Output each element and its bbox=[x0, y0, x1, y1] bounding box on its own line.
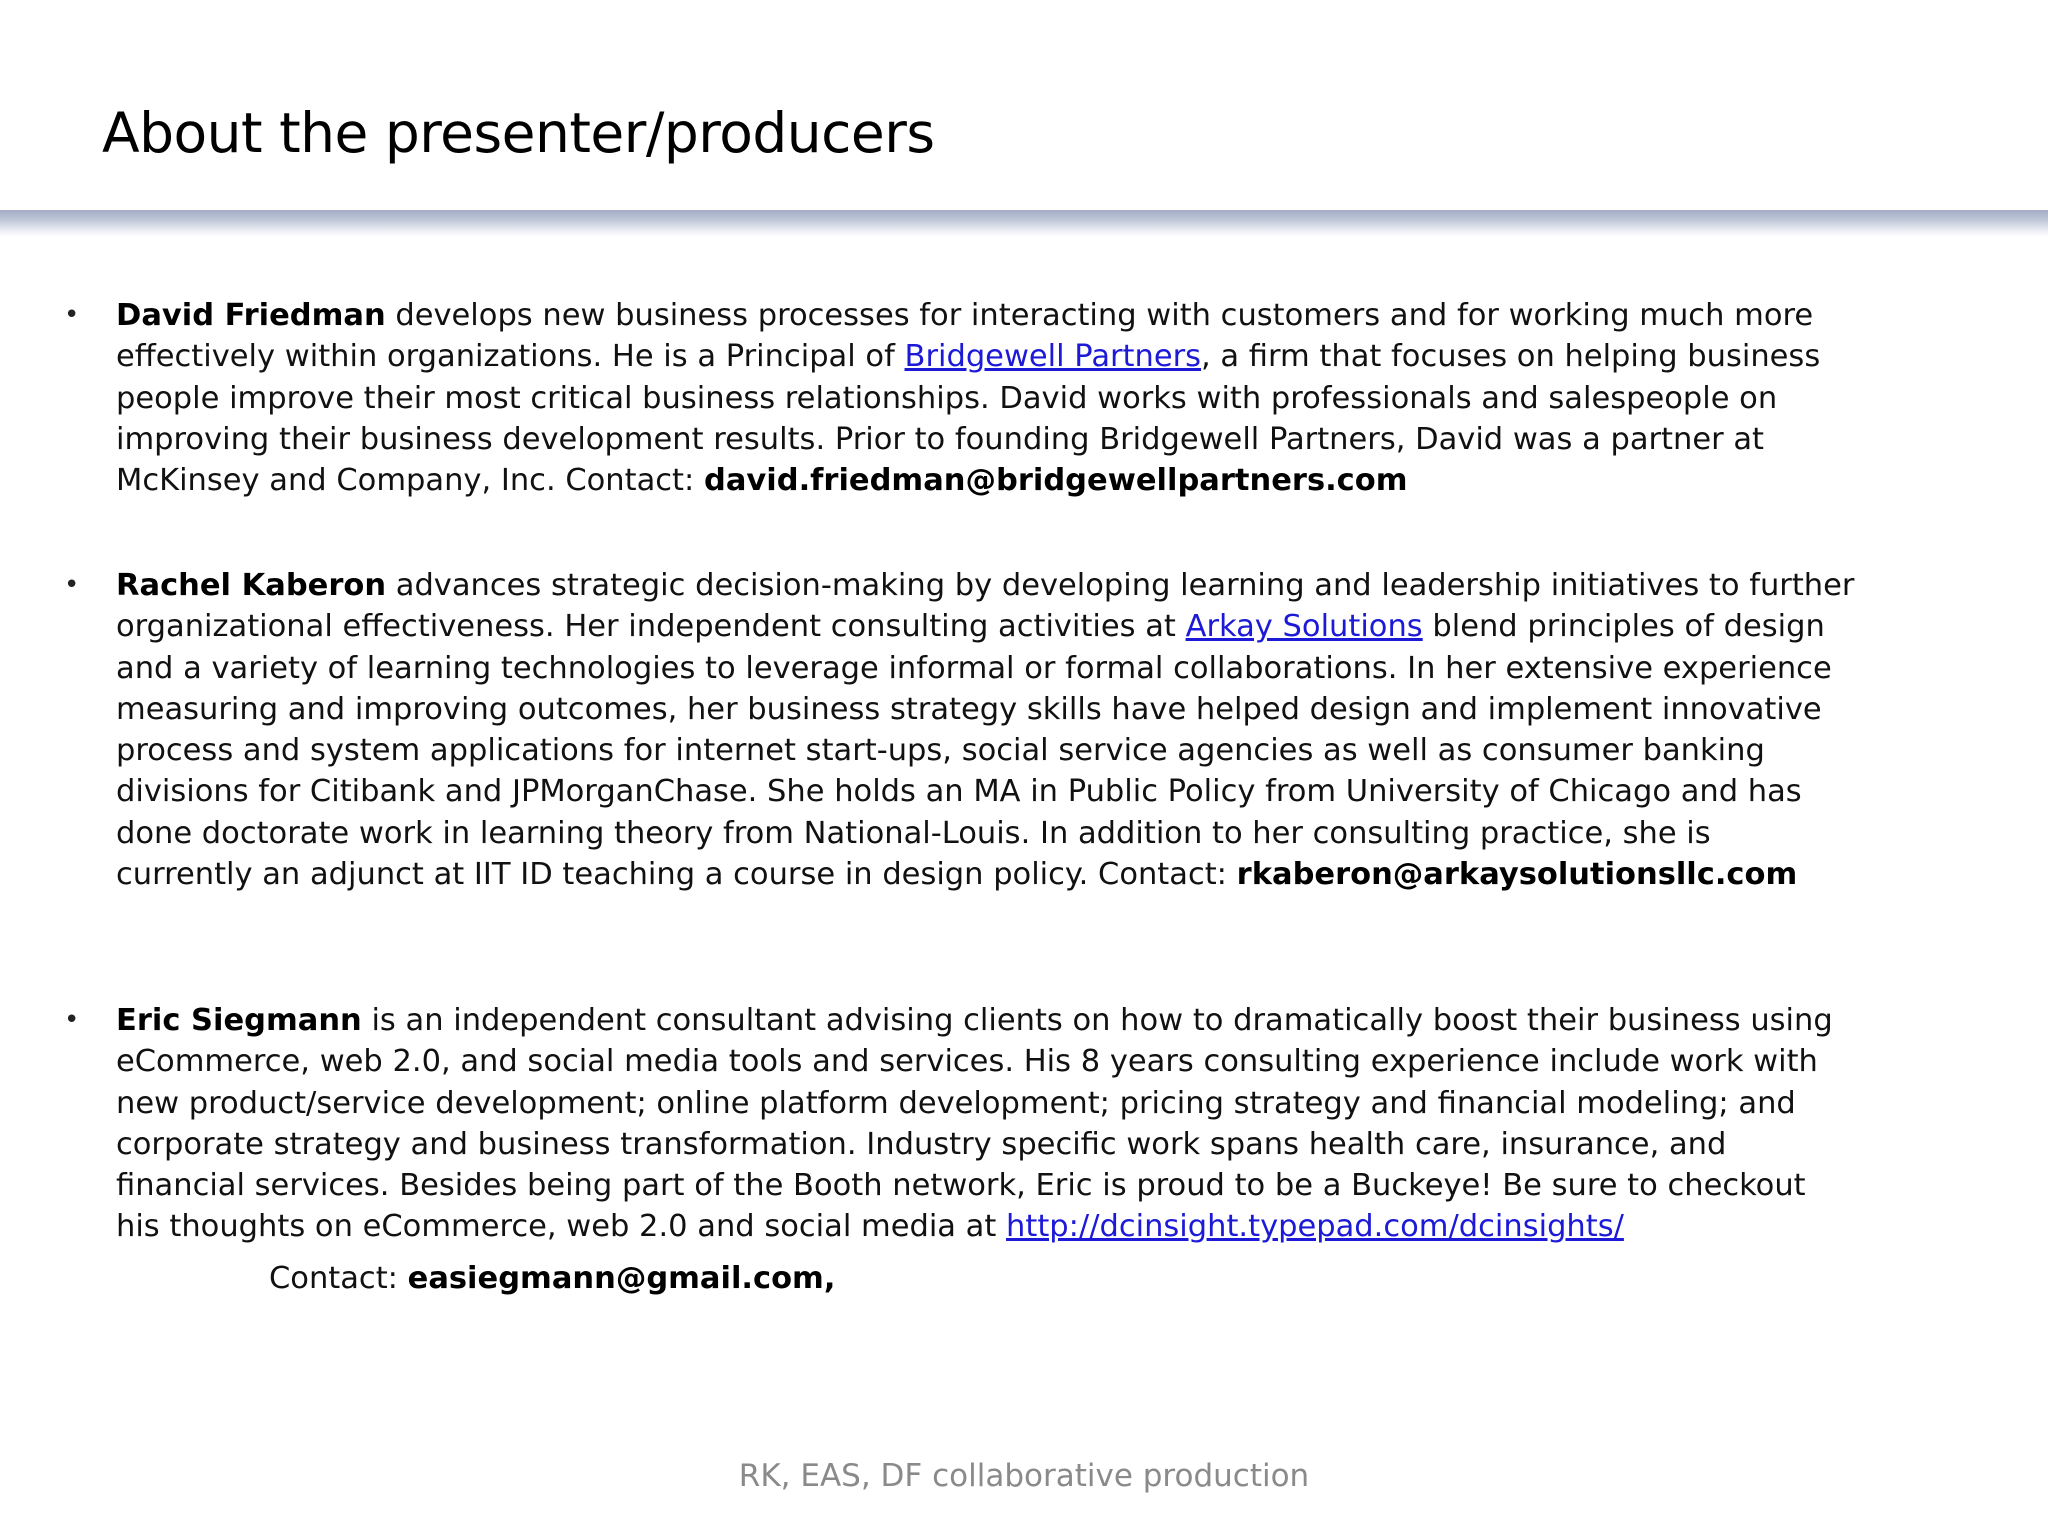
bullet-icon: • bbox=[64, 300, 80, 330]
bio-text-run: eCommerce, web 2.0, and social media tools and services. His 8 years consulting experience include work with bbox=[116, 1044, 1818, 1080]
contact-email: rkaberon@arkaysolutionsllc.com bbox=[1236, 857, 1798, 893]
bullet-icon: • bbox=[64, 1005, 80, 1035]
bio-text-run: his thoughts on eCommerce, web 2.0 and social media at bbox=[116, 1209, 1007, 1245]
bio-line bbox=[116, 1041, 1916, 1082]
bio-line bbox=[116, 648, 1916, 689]
bio-line bbox=[116, 565, 1916, 606]
bio-eric-siegmann bbox=[64, 1000, 1916, 1299]
bio-text-run: advances strategic decision-making by developing learning and leadership initiatives to further bbox=[386, 568, 1855, 603]
slide-title: About the presenter/producers bbox=[102, 101, 935, 165]
contact-line bbox=[116, 1258, 1916, 1299]
bio-text-run: blend principles of design bbox=[1422, 609, 1825, 645]
bio-text-run: measuring and improving outcomes, her business strategy skills have helped design and implement innovative bbox=[116, 691, 1822, 727]
bio-line bbox=[116, 606, 1916, 647]
bio-david-friedman bbox=[64, 295, 1916, 501]
bullet-icon: • bbox=[64, 570, 80, 600]
bio-line bbox=[116, 813, 1916, 854]
person-name: Eric Siegmann bbox=[116, 1003, 362, 1038]
bio-text-run: divisions for Citibank and JPMorganChase. She holds an MA in Public Policy from University of Chicago and has bbox=[116, 774, 1802, 810]
bio-line bbox=[116, 689, 1916, 730]
bio-text-run: new product/service development; online platform development; pricing strategy and financial modeling; and bbox=[116, 1085, 1796, 1121]
bio-text bbox=[116, 565, 1916, 895]
contact-label: Contact: bbox=[269, 1260, 408, 1296]
bio-text-run: corporate strategy and business transformation. Industry specific work spans health care, insurance, and bbox=[116, 1126, 1727, 1162]
bio-text-run: improving their business development results. Prior to founding Bridgewell Partners, David was a partner at bbox=[116, 421, 1764, 457]
slide-footer: RK, EAS, DF collaborative production bbox=[738, 1458, 1310, 1494]
bio-text-run: effectively within organizations. He is a Principal of bbox=[116, 339, 905, 375]
bio-line bbox=[116, 854, 1916, 895]
bio-text-run: currently an adjunct at IIT ID teaching a course in design policy. Contact: bbox=[116, 857, 1237, 893]
contact-email: easiegmann@gmail.com, bbox=[407, 1260, 836, 1296]
bio-text bbox=[116, 295, 1916, 501]
bio-link[interactable]: Arkay Solutions bbox=[1185, 609, 1423, 645]
person-name: David Friedman bbox=[116, 298, 386, 333]
bio-text-run: is an independent consultant advising clients on how to dramatically boost their business using bbox=[361, 1003, 1833, 1038]
bio-line bbox=[116, 1165, 1916, 1206]
bio-text-run: develops new business processes for interacting with customers and for working much more bbox=[385, 298, 1814, 333]
bio-line bbox=[116, 730, 1916, 771]
person-name: Rachel Kaberon bbox=[116, 568, 387, 603]
bio-line bbox=[116, 336, 1916, 377]
bio-text-run: , a firm that focuses on helping business bbox=[1201, 339, 1821, 375]
bio-text-run: and a variety of learning technologies to leverage informal or formal collaborations. In her extensive experience bbox=[116, 650, 1832, 686]
bio-text bbox=[116, 1000, 1916, 1248]
bio-rachel-kaberon bbox=[64, 565, 1916, 895]
bio-line bbox=[116, 1124, 1916, 1165]
bio-text-run: organizational effectiveness. Her independent consulting activities at bbox=[116, 609, 1186, 645]
bio-text-run: process and system applications for internet start-ups, social service agencies as well as consumer banking bbox=[116, 733, 1765, 769]
bio-line bbox=[116, 771, 1916, 812]
bio-link[interactable]: Bridgewell Partners bbox=[904, 339, 1202, 375]
bio-line bbox=[116, 378, 1916, 419]
bio-line bbox=[116, 460, 1916, 501]
bio-text-run: McKinsey and Company, Inc. Contact: bbox=[116, 463, 704, 499]
bio-line bbox=[116, 1206, 1916, 1247]
bio-line bbox=[116, 1000, 1916, 1041]
bio-line bbox=[116, 295, 1916, 336]
bio-text-run: people improve their most critical business relationships. David works with professionals and salespeople on bbox=[116, 380, 1778, 416]
bio-line bbox=[116, 419, 1916, 460]
bio-line bbox=[116, 1083, 1916, 1124]
bio-link[interactable]: http://dcinsight.typepad.com/dcinsights/ bbox=[1006, 1209, 1624, 1245]
contact-email: david.friedman@bridgewellpartners.com bbox=[703, 463, 1408, 499]
bio-text-run: done doctorate work in learning theory from National-Louis. In addition to her consulting practice, she is bbox=[116, 815, 1711, 851]
bio-text-run: financial services. Besides being part of the Booth network, Eric is proud to be a Buckeye! Be sure to checkout bbox=[116, 1168, 1806, 1204]
